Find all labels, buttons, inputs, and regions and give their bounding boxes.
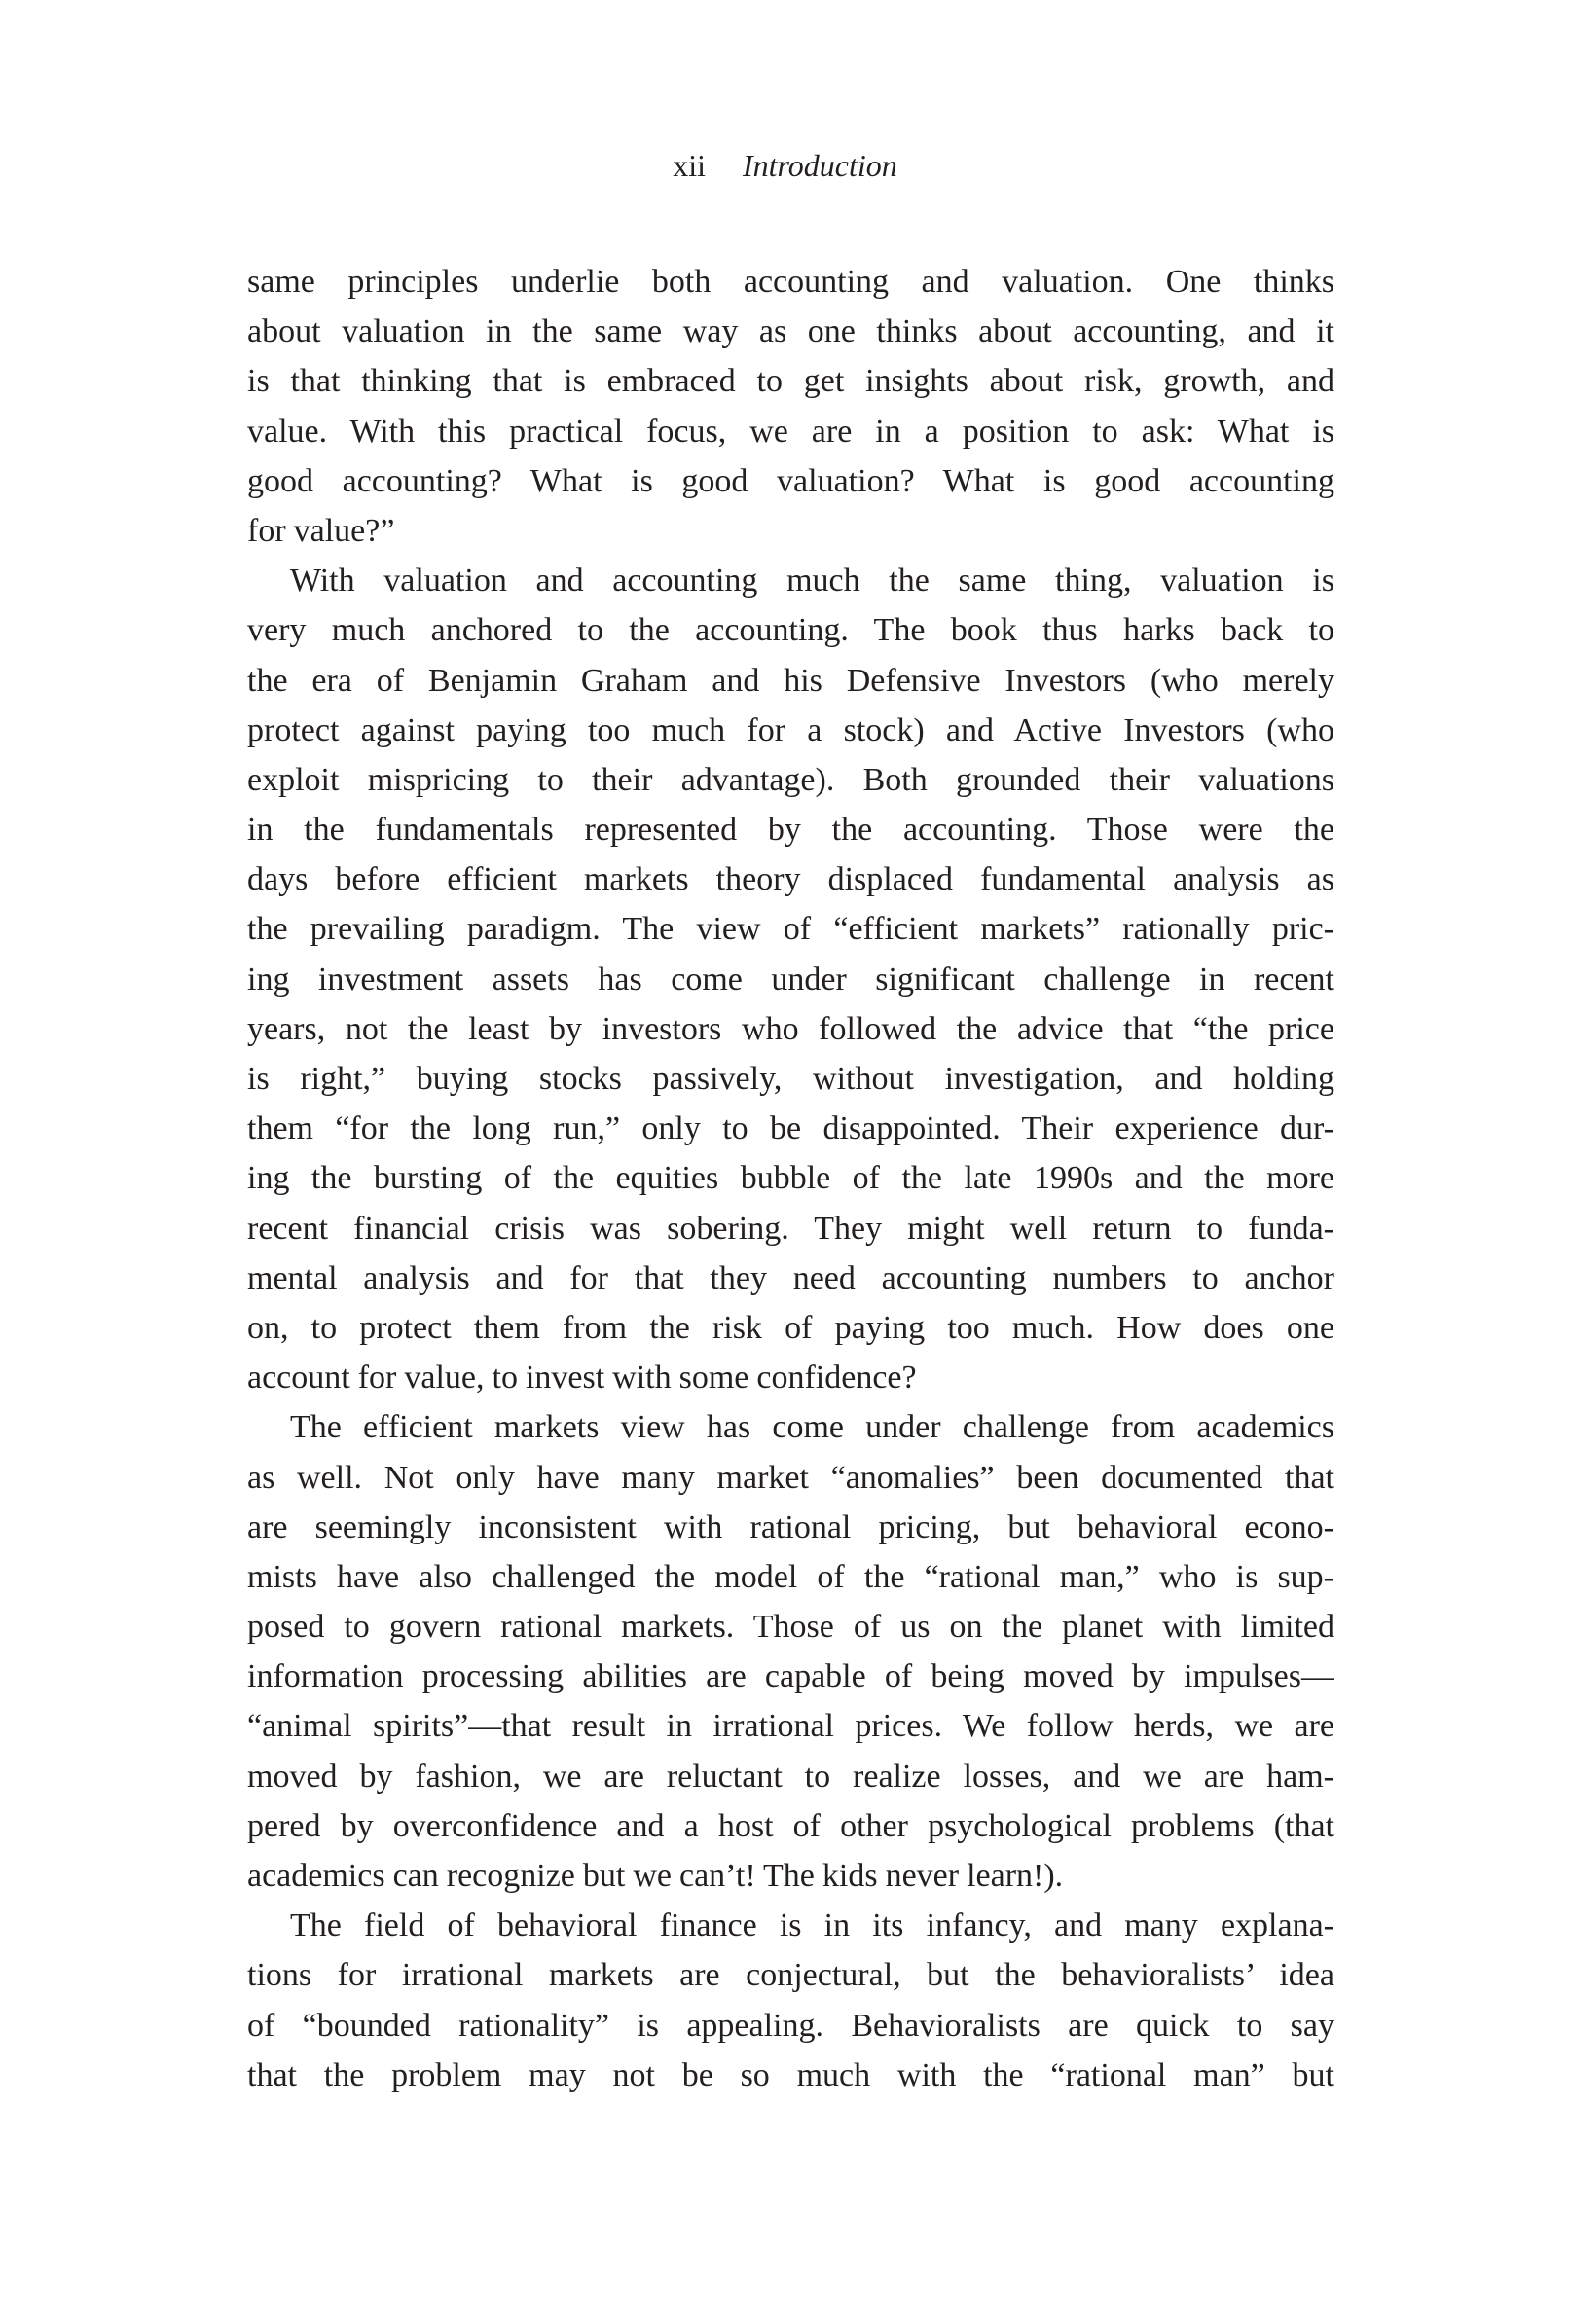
text-line: account for value, to invest with some confidence? xyxy=(247,1360,917,1397)
text-line: “animal spirits”—that result in irrational prices. We follow herds, we are xyxy=(247,1708,1334,1745)
page-number: xii xyxy=(673,148,706,183)
text-line: pered by overconfidence and a host of other psychological problems (that xyxy=(247,1807,1334,1844)
text-line: academics can recognize but we can’t! The kids never learn!). xyxy=(247,1858,1064,1894)
text-line: is right,” buying stocks passively, without investigation, and holding xyxy=(247,1061,1334,1097)
text-line: tions for irrational markets are conjectural, but the behavioralists’ idea xyxy=(247,1957,1334,1994)
text-line: The efficient markets view has come under challenge from academics xyxy=(290,1409,1334,1446)
text-line: the era of Benjamin Graham and his Defensive Investors (who merely xyxy=(247,662,1334,699)
text-line: good accounting? What is good valuation? What is good accounting xyxy=(247,462,1334,499)
text-line: recent financial crisis was sobering. They might well return to funda- xyxy=(247,1210,1334,1247)
text-line: moved by fashion, we are reluctant to realize losses, and we are ham- xyxy=(247,1758,1334,1795)
text-line: exploit mispricing to their advantage). Both grounded their valuations xyxy=(247,761,1334,798)
body-text xyxy=(247,257,1334,2100)
text-line: of “bounded rationality” is appealing. Behavioralists are quick to say xyxy=(247,2007,1334,2044)
section-title: Introduction xyxy=(742,148,897,183)
text-line: posed to govern rational markets. Those of us on the planet with limited xyxy=(247,1609,1334,1646)
text-line: about valuation in the same way as one thinks about accounting, and it xyxy=(247,313,1334,350)
text-line: value. With this practical focus, we are in a position to ask: What is xyxy=(247,413,1334,450)
text-line: the prevailing paradigm. The view of “efficient markets” rationally pric- xyxy=(247,911,1334,948)
text-line: is that thinking that is embraced to get insights about risk, growth, and xyxy=(247,363,1334,400)
text-line: as well. Not only have many market “anomalies” been documented that xyxy=(247,1459,1334,1496)
text-line: mental analysis and for that they need accounting numbers to anchor xyxy=(247,1259,1334,1296)
text-line: very much anchored to the accounting. The book thus harks back to xyxy=(247,612,1334,649)
text-line: on, to protect them from the risk of paying too much. How does one xyxy=(247,1309,1334,1346)
text-line: With valuation and accounting much the same thing, valuation is xyxy=(290,563,1334,599)
text-line: mists have also challenged the model of the “rational man,” who is sup- xyxy=(247,1558,1334,1595)
text-line: ing the bursting of the equities bubble of the late 1990s and the more xyxy=(247,1160,1334,1197)
text-line: information processing abilities are capable of being moved by impulses— xyxy=(247,1658,1334,1695)
text-line: protect against paying too much for a stock) and Active Investors (who xyxy=(247,711,1334,748)
text-line: them “for the long run,” only to be disappointed. Their experience dur- xyxy=(247,1110,1334,1147)
text-line: same principles underlie both accounting and valuation. One thinks xyxy=(247,264,1334,300)
text-line: in the fundamentals represented by the accounting. Those were the xyxy=(247,812,1334,849)
running-head xyxy=(0,146,1570,185)
text-line: for value?” xyxy=(247,512,395,549)
text-line: that the problem may not be so much with the “rational man” but xyxy=(247,2056,1334,2093)
text-line: The field of behavioral finance is in its infancy, and many explana- xyxy=(290,1907,1334,1944)
text-line: days before efficient markets theory displaced fundamental analysis as xyxy=(247,861,1334,898)
text-line: ing investment assets has come under significant challenge in recent xyxy=(247,961,1334,998)
text-line: years, not the least by investors who followed the advice that “the price xyxy=(247,1010,1334,1047)
text-line: are seemingly inconsistent with rational pricing, but behavioral econo- xyxy=(247,1508,1334,1545)
